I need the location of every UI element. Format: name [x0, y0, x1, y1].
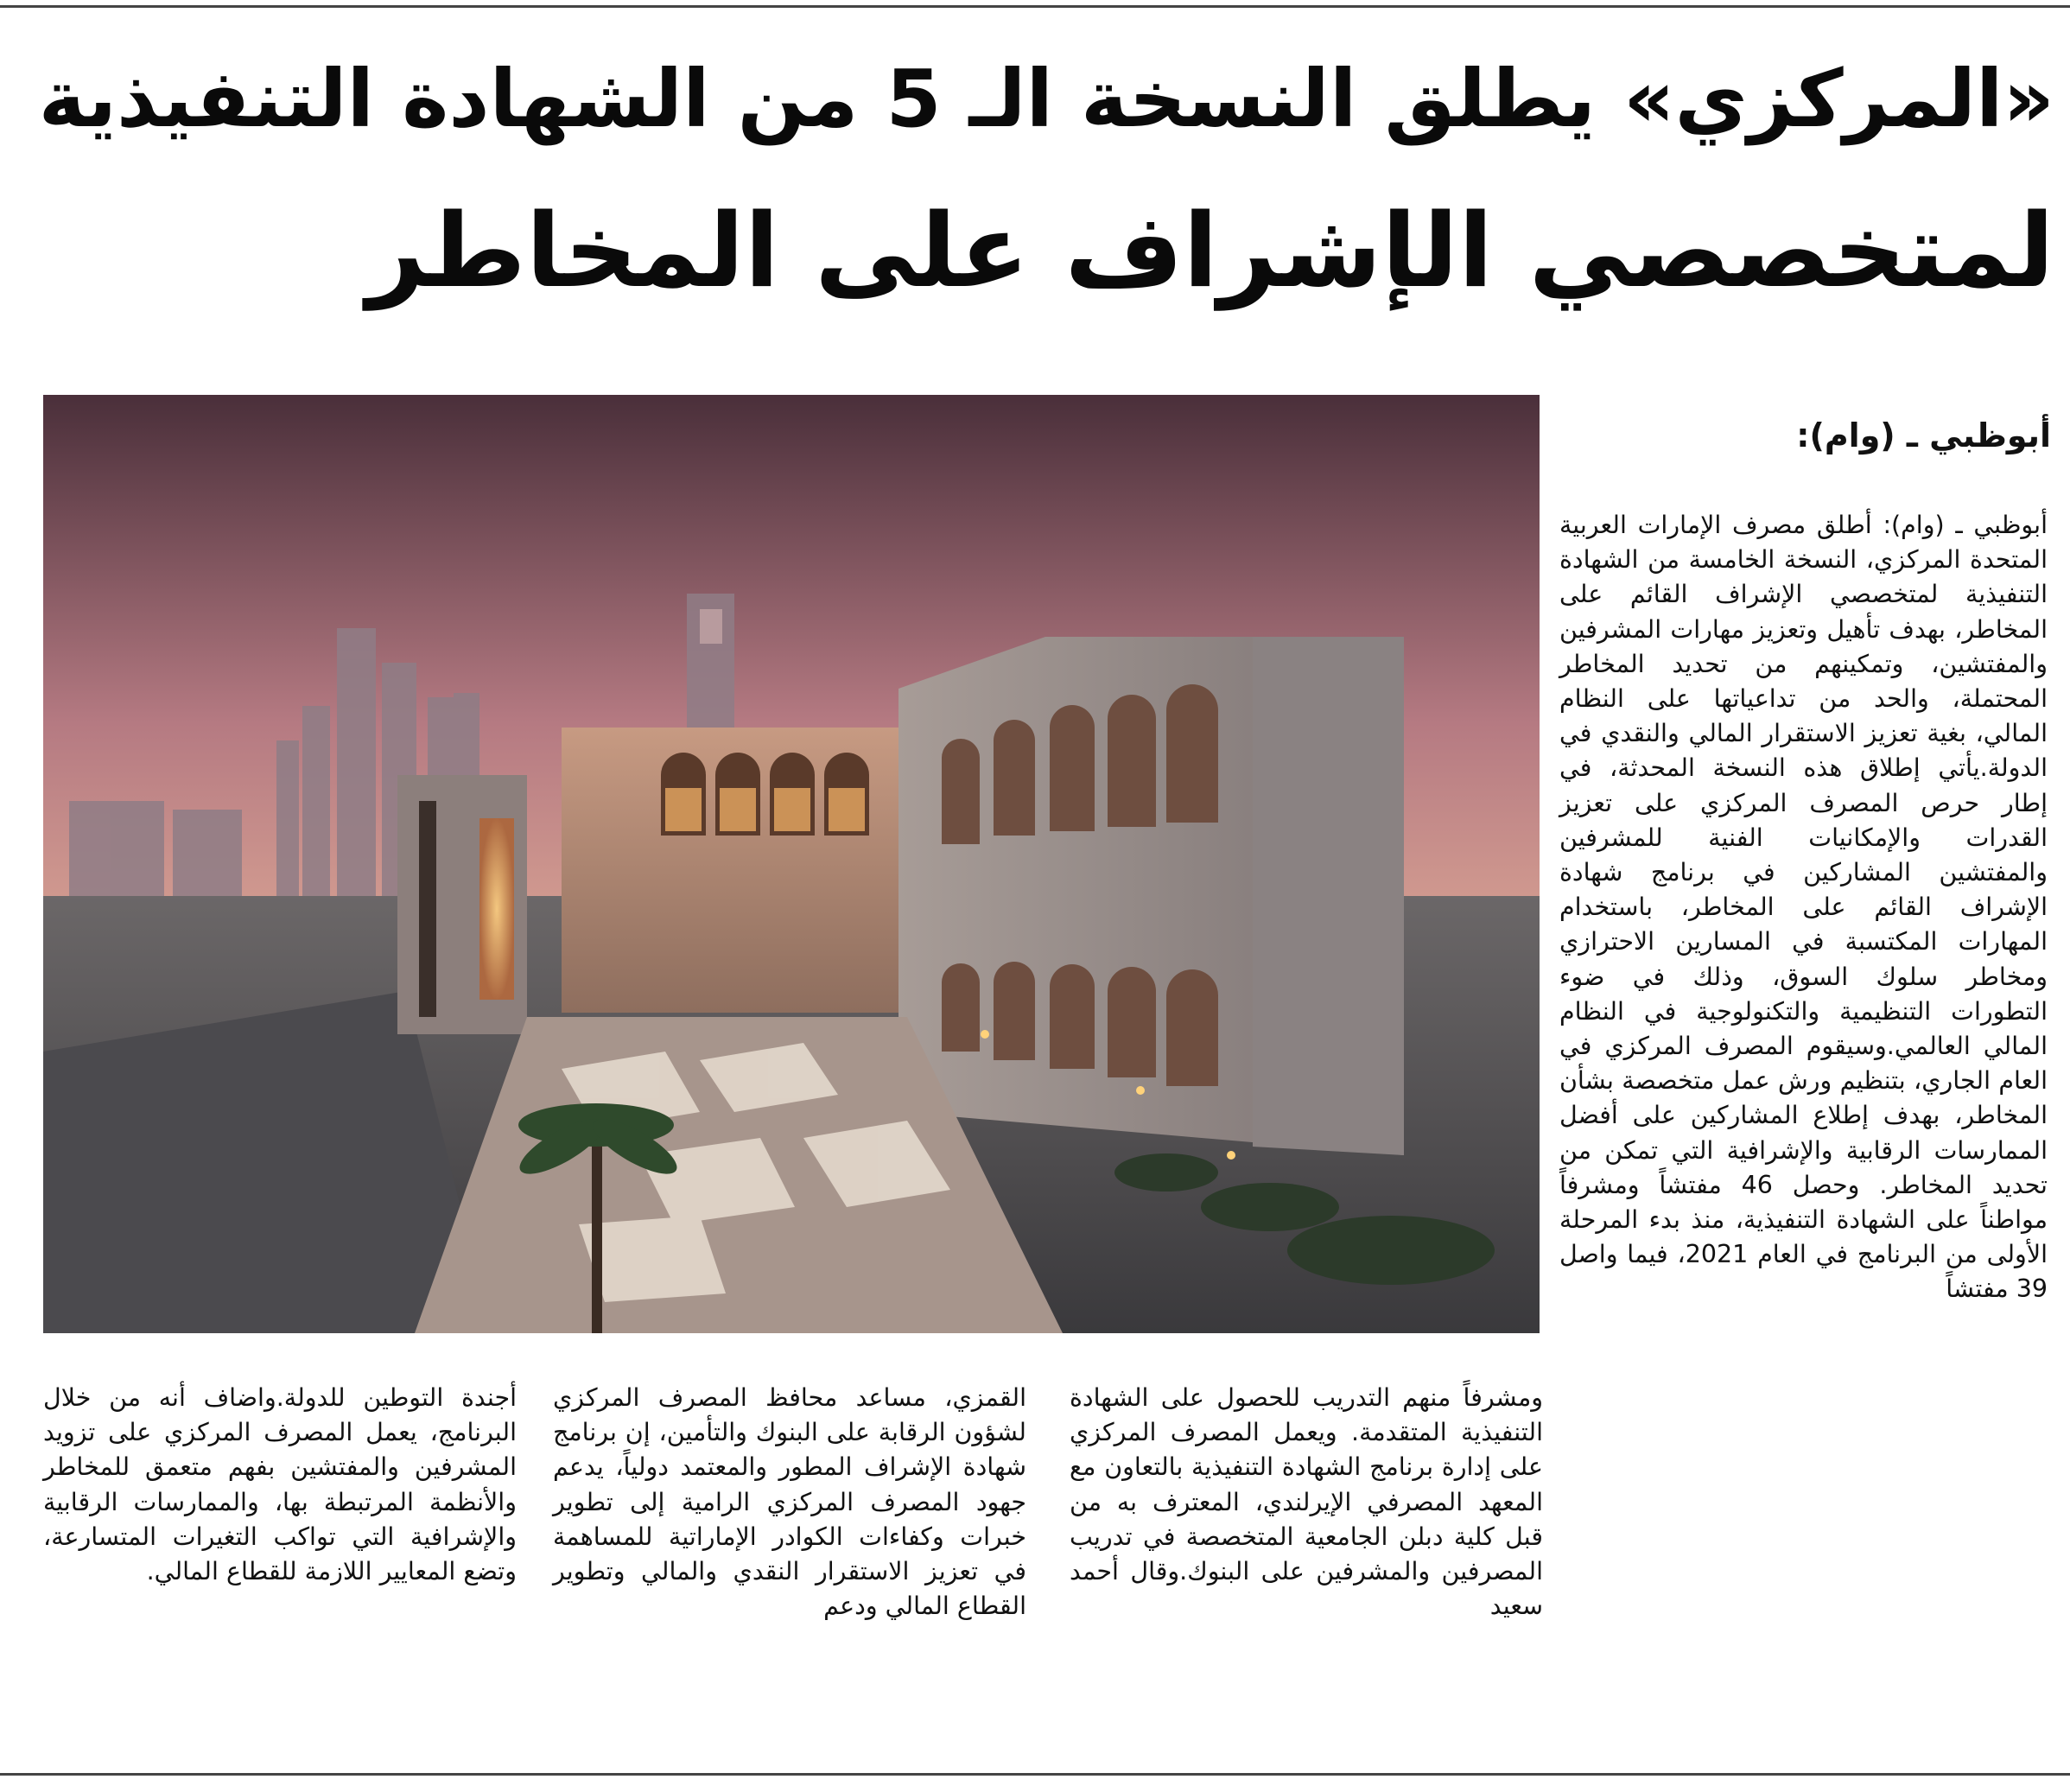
article-column-bottom-1: ومشرفاً منهم التدريب للحصول على الشهادة التنفيذية المتقدمة. ويعمل المصرف المركزي على إدارة برنامج الشهادة التنفيذية بالتعاون مع المعهد المصرفي الإيرلندي، المعترف به من قبل كلية دبلن الجامعية المتخصصة في تدريب المصرفين والمشرفين على البنوك.وقال أحمد سعيد: [1070, 1383, 1543, 1621]
dateline: أبوظبي ـ (وام):: [1796, 416, 2051, 454]
top-rule: [0, 5, 2070, 8]
headline-line-1: «المركزي» يطلق النسخة الـ 5 من الشهادة التنفيذية: [38, 53, 2054, 145]
article-column-right: أبوظبي ـ (وام): أطلق مصرف الإمارات العربية المتحدة المركزي، النسخة الخامسة من الشهادة التنفيذية لمتخصصي الإشراف القائم على المخاطر، بهدف تأهيل وتعزيز مهارات المشرفين والمفتشين، وتمكينهم من تحديد المخاطر المحتملة، والحد من تداعياتها على النظام المالي، بغية تعزيز الاستقرار المالي والنقدي في الدولة.يأتي إطلاق هذه النسخة المحدثة، في إطار حرص المصرف المركزي على تعزيز القدرات والإمكانيات الفنية للمشرفين والمفتشين المشاركين في برنامج شهادة الإشراف القائم على المخاطر، باستخدام المهارات المكتسبة في المسارين الاحترازي ومخاطر سلوك السوق، وذلك في ضوء التطورات التنظيمية والتكنولوجية في النظام المالي العالمي.وسيقوم المصرف المركزي في العام الجاري، بتنظيم ورش عمل متخصصة بشأن المخاطر، بهدف إطلاع المشاركين على أفضل الممارسات الرقابية والإشرافية التي تمكن من تحديد المخاطر. وحصل 46 مفتشاً ومشرفاً مواطناً على الشهادة التنفيذية، منذ بدء المرحلة الأولى من البرنامج في العام 2021، فيما واصل 39 مفتشاً: [1559, 511, 2048, 1304]
headline-line-2: لمتخصصي الإشراف على المخاطر: [366, 191, 2054, 310]
bottom-rule: [0, 1773, 2070, 1776]
central-bank-building-photo: [43, 395, 1540, 1333]
article-column-bottom-3: أجندة التوطين للدولة.واضاف أنه من خلال البرنامج، يعمل المصرف المركزي على تزويد المشرفين والمفتشين بفهم متعمق للمخاطر والأنظمة المرتبطة بها، والممارسات الرقابية والإشرافية التي تواكب التغيرات المتسارعة، وتضع المعايير اللازمة للقطاع المالي.: [43, 1383, 517, 1586]
article-column-bottom-2: القمزي، مساعد محافظ المصرف المركزي لشؤون الرقابة على البنوك والتأمين، إن برنامج شهادة الإشراف المطور والمعتمد دولياً، يدعم جهود المصرف المركزي الرامية إلى تطوير خبرات وكفاءات الكوادر الإماراتية للمساهمة في تعزيز الاستقرار النقدي والمالي وتطوير القطاع المالي ودعم: [553, 1383, 1026, 1621]
